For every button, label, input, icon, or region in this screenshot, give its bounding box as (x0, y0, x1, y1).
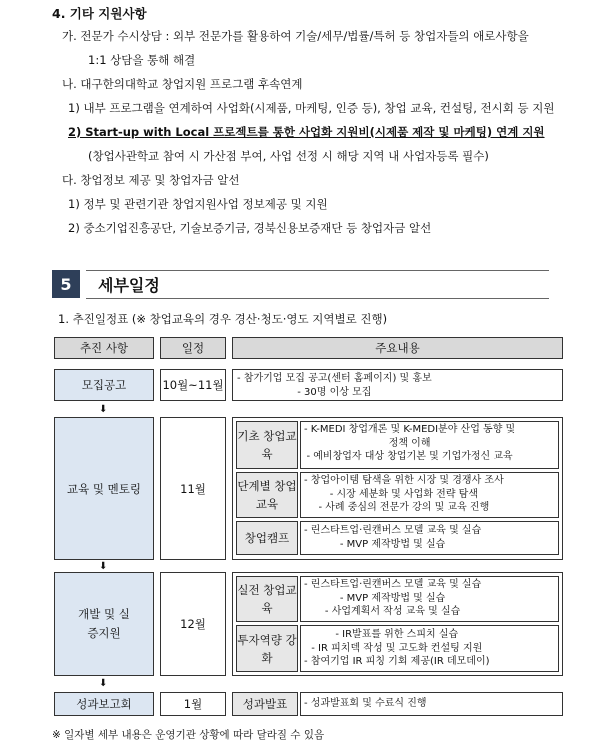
header-period: 일정 (160, 337, 226, 359)
label-results: 성과발표 (232, 692, 298, 716)
label-practical-education: 실전 창업교육 (236, 576, 298, 622)
label-investment: 투자역량 강화 (236, 625, 298, 672)
down-arrow-icon: ⬇ (99, 561, 108, 572)
stage-item: - 창업아이템 탐색을 위한 시장 및 경쟁사 조사 (304, 475, 504, 486)
camp-item: - MVP 제작방법 및 실습 (339, 538, 446, 550)
items-stage-education (300, 472, 559, 518)
stage-item: - 사례 중심의 전문가 강의 및 교육 진행 (318, 502, 490, 513)
practical-item: - 린스타트업·린캔버스 모델 교육 및 실습 (304, 579, 482, 590)
item-na-2-note: (창업사관학교 참여 시 가산점 부여, 사업 선정 시 해당 지역 내 사업자등록 필수) (88, 149, 489, 163)
label-basic-education: 기초 창업교육 (236, 421, 298, 469)
investment-item: - IR 피치덱 작성 및 고도화 컨설팅 지원 (311, 642, 483, 654)
basic-item: - K-MEDI 창업개론 및 K-MEDI분야 산업 동향 및 (304, 424, 516, 435)
investment-item: - 참여기업 IR 피칭 기회 제공(IR 데모데이) (304, 656, 490, 667)
down-arrow-icon: ⬇ (99, 678, 108, 689)
header-content: 주요내용 (232, 337, 563, 359)
label-stage-education: 단계별 창업교육 (236, 472, 298, 518)
item-na-2: 2) Start-up with Local 프로젝트를 통한 사업화 지원비(시제품 제작 및 마케팅) 연계 지원 (68, 125, 545, 139)
stage-recruit: 모집공고 (54, 369, 154, 401)
basic-item: 정책 이해 (388, 437, 431, 449)
items-investment (300, 625, 559, 672)
section5-rule-top (86, 270, 549, 271)
content-recruit (232, 369, 563, 401)
period-recruit: 10월~11월 (160, 369, 226, 401)
item-da-2: 2) 중소기업진흥공단, 기술보증기금, 경북신용보증재단 등 창업자금 알선 (68, 221, 432, 235)
item-da-1: 1) 정부 및 관련기관 창업지원사업 정보제공 및 지원 (68, 197, 328, 211)
basic-item: - 예비창업자 대상 창업기본 및 기업가정신 교육 (306, 451, 513, 462)
items-basic-education (300, 421, 559, 469)
camp-item: - 린스타트업·린캔버스 모델 교육 및 실습 (304, 525, 482, 536)
item-na: 나. 대구한의대학교 창업지원 프로그램 후속연계 (62, 77, 303, 91)
stage-report: 성과보고회 (54, 692, 154, 716)
stage-item: - 시장 세분화 및 사업화 전략 탐색 (329, 488, 478, 500)
investment-item: - IR발표를 위한 스피치 실습 (335, 629, 459, 640)
report-item: - 성과발표회 및 수료식 진행 (304, 698, 427, 709)
stage-development: 개발 및 실증지원 (54, 572, 154, 676)
item-ga-cont: 1:1 상담을 통해 해결 (88, 53, 196, 67)
schedule-subtitle: 1. 추진일정표 (※ 창업교육의 경우 경산·청도·영도 지역별로 진행) (58, 312, 388, 326)
section5-number: 5 (52, 270, 80, 298)
content-report (300, 692, 563, 716)
down-arrow-icon: ⬇ (99, 404, 108, 415)
practical-item: - MVP 제작방법 및 실습 (339, 592, 446, 604)
section5-header (52, 270, 549, 300)
recruit-item: - 참가기업 모집 공고(센터 홈페이지) 및 홍보 (237, 373, 432, 384)
items-startup-camp (300, 521, 559, 555)
footnote: ※ 일자별 세부 내용은 운영기관 상황에 따라 달라질 수 있음 (52, 729, 325, 741)
period-education: 11월 (160, 417, 226, 560)
recruit-item: - 30명 이상 모집 (297, 386, 372, 398)
practical-item: - 사업계획서 작성 교육 및 실습 (324, 606, 461, 617)
period-report: 1월 (160, 692, 226, 716)
stage-education: 교육 및 멘토링 (54, 417, 154, 560)
item-ga: 가. 전문가 수시상담 : 외부 전문가를 활용하여 기술/세무/법률/특허 등 창업자들의 애로사항을 (62, 29, 529, 43)
section5-title: 세부일정 (98, 276, 160, 295)
section4-title: 4. 기타 지원사항 (52, 6, 147, 21)
item-da: 다. 창업정보 제공 및 창업자금 알선 (62, 173, 240, 187)
header-stage: 추진 사항 (54, 337, 154, 359)
items-practical-education (300, 576, 559, 622)
item-na-1: 1) 내부 프로그램을 연계하여 사업화(시제품, 마케팅, 인증 등), 창업 교육, 컨설팅, 전시회 등 지원 (68, 101, 555, 115)
period-development: 12월 (160, 572, 226, 676)
label-startup-camp: 창업캠프 (236, 521, 298, 555)
section5-rule-bottom (86, 298, 549, 299)
